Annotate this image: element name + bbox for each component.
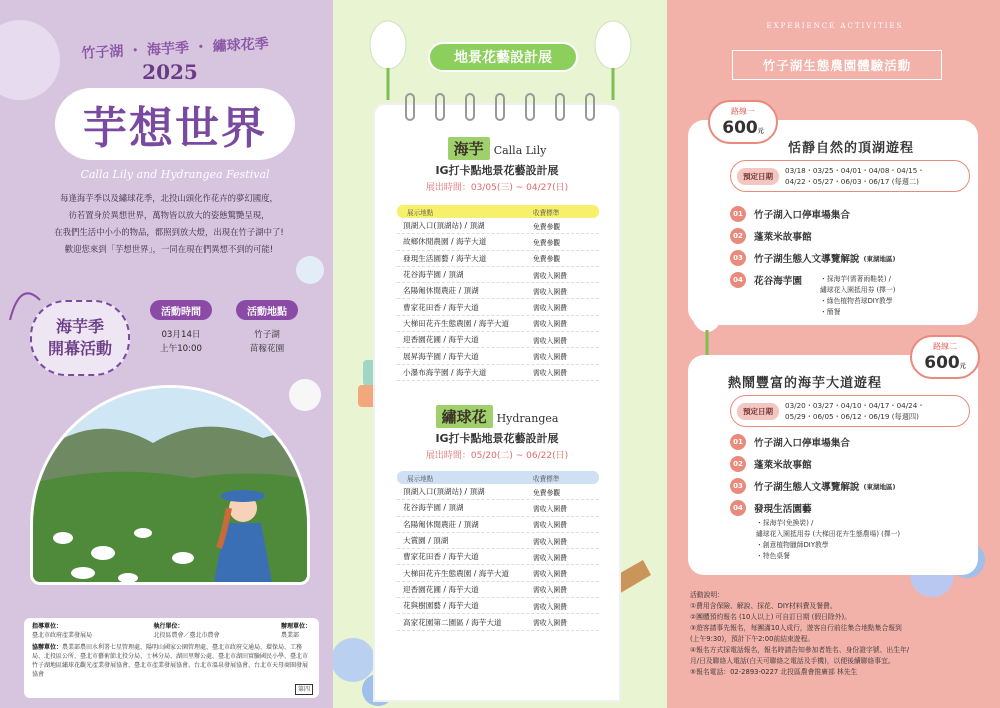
table-row — [397, 517, 599, 533]
activity-item: ・綠色植物苔球DIY教學 — [820, 297, 893, 305]
route-one-stop — [730, 206, 850, 222]
stop-number: 04 — [730, 272, 746, 288]
table-row — [397, 251, 599, 267]
stop-name: 竹子湖入口停車場集合 — [754, 210, 850, 221]
table-row — [397, 299, 599, 315]
route-two-stop — [730, 500, 812, 516]
event-place-label: 活動地點 — [236, 300, 298, 320]
festival-year: 2025 — [142, 60, 198, 84]
ring-binder — [405, 93, 415, 121]
event-time-label: 活動時間 — [150, 300, 212, 320]
venue-cell: 大梯田花卉生態農園 / 海芋大道 — [403, 318, 510, 328]
fee-cell: 需收入園費 — [533, 570, 567, 579]
date-line: 04/22・05/27・06/03・06/17 (每週二) — [785, 177, 919, 186]
fee-cell: 需收入園費 — [533, 320, 567, 329]
ring-binder — [435, 93, 445, 121]
kickoff-line: 開幕活動 — [47, 339, 112, 358]
experience-title-en: EXPERIENCE ACTIVITIES — [766, 22, 904, 30]
festival-subtitle-en: Calla Lily and Hydrangea Festival — [80, 168, 270, 181]
calla-lily-icon — [370, 21, 406, 100]
venue-cell: 大梯田花卉生態農園 / 海芋大道 — [403, 568, 510, 578]
activity-item: 繡球花入園抵用券 (擇一) — [820, 286, 896, 294]
fee-cell: 需收入園費 — [533, 287, 567, 296]
event-place-value — [232, 328, 302, 356]
col-fee: 收費標準 — [533, 474, 560, 483]
venue-cell: 曹家花田香 / 海芋大道 — [403, 552, 479, 562]
note-line: ①費用含保險、解說、採花、DIY材料費及餐費。 — [690, 602, 837, 610]
calla-section-date: 展出時間：03/05(三) ~ 04/27(日) — [425, 183, 569, 193]
page-mark: 第四 — [295, 684, 313, 695]
fee-cell: 免費參觀 — [533, 238, 561, 247]
event-place-area: 竹子湖 — [254, 330, 280, 340]
festival-intro — [34, 190, 304, 258]
calla-section-name-en: Calla Lily — [493, 144, 547, 157]
exhibition-sheet — [375, 105, 619, 700]
venue-cell: 小瀑布海芋園 / 海芋大道 — [403, 367, 487, 377]
price-value: 600 — [722, 118, 758, 138]
route-two-activities — [756, 518, 900, 562]
fee-cell: 需收入園費 — [533, 271, 567, 280]
guide-label: 指導單位： — [32, 623, 63, 630]
table-header — [397, 471, 599, 484]
note-line: ③遊客請事先報名，每團滿10人成行，遊客自行前往集合地點集合報到 — [690, 624, 902, 632]
stop-name: 竹子湖生態人文導覽解說 — [754, 482, 860, 493]
festival-title: 芋想世界 — [55, 88, 295, 160]
cohost-label: 協辦單位： — [32, 644, 63, 651]
venue-cell: 發現生活園藝 / 海芋大道 — [403, 253, 487, 263]
stop-note: (東湖地區) — [863, 254, 896, 263]
event-hour: 上午10:00 — [160, 344, 202, 354]
activity-item: ・採海芋(免換裝) / — [756, 519, 814, 527]
ring-binder — [465, 93, 475, 121]
stop-number: 01 — [730, 434, 746, 450]
fee-cell: 需收入園費 — [533, 586, 567, 595]
venue-cell: 頂湖入口(頂湖站) / 頂湖 — [403, 221, 485, 231]
venue-cell: 名陽匍休閒農莊 / 頂湖 — [403, 286, 479, 296]
bubble-shape — [0, 20, 60, 100]
date-tag: 預定日期 — [737, 403, 779, 420]
exec-value: 北投區農會／臺北市農會 — [153, 632, 220, 639]
stop-name: 蓬萊米故事館 — [754, 460, 812, 471]
exec-label: 執行單位： — [153, 623, 184, 630]
activity-item: ・特色桌餐 — [756, 552, 790, 560]
hydrangea-section-header — [375, 405, 619, 461]
activity-item: ・創意植物臘師DIY教學 — [756, 541, 829, 549]
col-venue: 展示地點 — [407, 474, 434, 483]
date-line: 05/29・06/05・06/12・06/19 (每週四) — [785, 412, 919, 421]
route-two-badge — [910, 335, 980, 379]
calla-lily-icon — [595, 21, 631, 100]
table-row — [397, 348, 599, 364]
hydrangea-section-subtitle: IG打卡點地景花藝設計展 — [435, 432, 559, 445]
table-row — [397, 365, 599, 381]
stop-number: 01 — [730, 206, 746, 222]
organizer-value: 農業部 — [280, 632, 299, 639]
stop-number: 03 — [730, 250, 746, 266]
fee-cell: 需收入園費 — [533, 553, 567, 562]
fee-cell: 需收入園費 — [533, 369, 567, 378]
experience-title: 竹子湖生態農園體驗活動 — [732, 50, 942, 80]
price-value: 600 — [924, 353, 960, 373]
route-two-stop — [730, 478, 895, 494]
stop-number: 04 — [730, 500, 746, 516]
venue-cell: 迎香園花圃 / 海芋大道 — [403, 335, 479, 345]
fee-cell: 需收入園費 — [533, 521, 567, 530]
venue-cell: 大賞園 / 頂湖 — [403, 536, 449, 546]
hydrangea-section-name-en: Hydrangea — [496, 412, 559, 425]
ring-binder — [525, 93, 535, 121]
table-row — [397, 234, 599, 250]
venue-cell: 迎香園花圃 / 海芋大道 — [403, 584, 479, 594]
calla-venue-table — [397, 205, 599, 381]
activity-item: 繡球花入園抵用券 (大梯田花卉生態農場) (擇一) — [756, 530, 901, 538]
route-label: 路線二 — [933, 342, 957, 351]
date-tag: 預定日期 — [737, 168, 779, 185]
calla-section-header — [375, 137, 619, 193]
note-line: ④報名方式採電話報名，報名時請告知參加者姓名、身份證字號、出生年/ — [690, 646, 910, 654]
fee-cell: 需收入園費 — [533, 602, 567, 611]
stop-name: 花谷海芋園 — [754, 276, 802, 287]
table-row — [397, 500, 599, 516]
table-row — [397, 218, 599, 234]
fee-cell: 需收入園費 — [533, 504, 567, 513]
date-list — [785, 165, 925, 187]
route-two-stop — [730, 456, 812, 472]
date-line: 03/18・03/25・04/01・04/08・04/15・ — [785, 166, 925, 175]
price-unit: 元 — [757, 128, 764, 135]
price-unit: 元 — [959, 363, 966, 370]
stop-name: 竹子湖入口停車場集合 — [754, 438, 850, 449]
route-price — [722, 120, 764, 140]
col-fee: 收費標準 — [533, 208, 560, 217]
hydrangea-venue-table — [397, 471, 599, 631]
table-row — [397, 598, 599, 614]
notes-heading: 活動說明： — [690, 591, 724, 599]
route-one-stop — [730, 250, 895, 266]
event-time-value — [146, 328, 216, 356]
col-venue: 展示地點 — [407, 208, 434, 217]
table-header — [397, 205, 599, 218]
ring-binder — [555, 93, 565, 121]
stop-name: 蓬萊米故事館 — [754, 232, 812, 243]
venue-cell: 花谷海芋園 / 頂湖 — [403, 270, 464, 280]
route-two-stop — [730, 434, 850, 450]
event-place-garden: 苗稼花園 — [249, 344, 285, 354]
guide-value: 臺北市政府產業發展局 — [32, 632, 93, 639]
fee-cell: 需收入園費 — [533, 336, 567, 345]
route-one-activities — [820, 274, 895, 318]
ring-binder — [585, 93, 595, 121]
hydrangea-section-date: 展出時間：05/20(二) ~ 06/22(日) — [425, 451, 569, 461]
intro-line: 歡迎您來到「芋想世界」，一同在現在們異想不到的可能! — [64, 244, 274, 254]
table-row — [397, 316, 599, 332]
venue-cell: 高家花園第二園區 / 海芋大道 — [403, 617, 502, 627]
hydrangea-section-name: 繡球花 — [436, 405, 493, 428]
kickoff-line: 海芋季 — [55, 317, 104, 336]
activity-item: ・簡餐 — [820, 308, 841, 316]
organizer-label: 辦理單位： — [280, 623, 311, 630]
route-two-title: 熱鬧豐富的海芋大道遊程 — [728, 376, 883, 391]
event-date: 03月14日 — [161, 330, 201, 340]
table-row — [397, 582, 599, 598]
fee-cell: 免費參觀 — [533, 488, 561, 497]
date-line: 03/20・03/27・04/10・04/17・04/24・ — [785, 401, 925, 410]
sponsor-box — [24, 618, 319, 698]
calla-section-subtitle: IG打卡點地景花藝設計展 — [435, 164, 559, 177]
calla-lily-icon — [289, 379, 321, 411]
stop-name: 竹子湖生態人文導覽解說 — [754, 254, 860, 265]
fee-cell: 需收入園費 — [533, 619, 567, 628]
activity-notes — [690, 590, 990, 678]
kickoff-badge — [30, 300, 130, 376]
table-row — [397, 533, 599, 549]
date-list — [785, 400, 925, 422]
table-row — [397, 267, 599, 283]
calla-section-name: 海芋 — [448, 137, 490, 160]
venue-cell: 花與樹園藝 / 海芋大道 — [403, 601, 479, 611]
route-one-dates — [730, 160, 970, 192]
route-one-stop — [730, 272, 802, 288]
venue-cell: 名陽匍休閒農莊 / 頂湖 — [403, 519, 479, 529]
venue-cell: 花谷海芋園 / 頂湖 — [403, 503, 464, 513]
venue-cell: 曹家花田香 / 海芋大道 — [403, 302, 479, 312]
stop-number: 02 — [730, 456, 746, 472]
route-price — [924, 355, 966, 375]
route-one-title: 恬靜自然的頂湖遊程 — [788, 141, 915, 156]
fee-cell: 需收入園費 — [533, 537, 567, 546]
note-line: 月/日及聯絡人電話(白天可聯絡之電話及手機)，以便後續聯絡事宜。 — [690, 657, 895, 665]
hydrangea-icon — [296, 256, 324, 284]
table-row — [397, 283, 599, 299]
venue-cell: 展昇海芋園 / 海芋大道 — [403, 351, 479, 361]
note-line: ②團體預約報名 (10人以上) 可自訂日期 (假日除外)。 — [690, 613, 851, 621]
cohost-value: 農業部農田水利署七星管理處、陽明山國家公園管理處、臺北市政府交通局、環保局、工務局、北投區公所、臺北市藝術節北投分局、士林分局、湖田里辦公處、臺北市湖田實驗國民小學、臺北市竹子湖地區繡球花觀光產業發展協會、臺北市產業發展協會、台北市溫泉發展協會、台北市天母商圈發展協會 — [32, 644, 309, 678]
stop-number: 02 — [730, 228, 746, 244]
fee-cell: 免費參觀 — [533, 255, 561, 264]
table-row — [397, 484, 599, 500]
exhibition-title: 地景花藝設計展 — [428, 42, 578, 72]
note-line: (上午9:30)，預計下午2:00前結束遊程。 — [690, 635, 815, 643]
festival-tagline: 竹子湖 ・ 海芋季 ・ 繡球花季 — [81, 36, 270, 62]
ring-binder — [495, 93, 505, 121]
fee-cell: 免費參觀 — [533, 222, 561, 231]
fee-cell: 需收入園費 — [533, 304, 567, 313]
note-line: ⑤報名電話：02-2893-0227 北投區農會推廣部 林先生 — [690, 668, 858, 676]
table-row — [397, 565, 599, 581]
route-one-badge — [708, 100, 778, 144]
intro-line: 在我們生活中小小的物品，都照到放大燈，出現在竹子湖中了! — [54, 227, 284, 237]
table-row — [397, 332, 599, 348]
route-label: 路線一 — [731, 107, 755, 116]
table-row — [397, 614, 599, 630]
stop-name: 發現生活園藝 — [754, 504, 812, 515]
fee-cell: 需收入園費 — [533, 353, 567, 362]
venue-cell: 故鄉休閒農園 / 海芋大道 — [403, 237, 487, 247]
intro-line: 彷若置身於異想世界，萬物皆以放大的姿態驚艷呈現， — [68, 210, 270, 220]
activity-item: ・採海芋(需著雨鞋裝) / — [820, 275, 891, 283]
route-one-stop — [730, 228, 812, 244]
stop-number: 03 — [730, 478, 746, 494]
festival-intro-panel — [0, 0, 333, 708]
stop-note: (東湖地區) — [863, 482, 896, 491]
venue-cell: 頂湖入口(頂湖站) / 頂湖 — [403, 487, 485, 497]
route-two-dates — [730, 395, 970, 427]
intro-line: 每逢海芋季以及繡球花季，北投山頭化作花卉的夢幻國度， — [60, 193, 278, 203]
table-row — [397, 549, 599, 565]
